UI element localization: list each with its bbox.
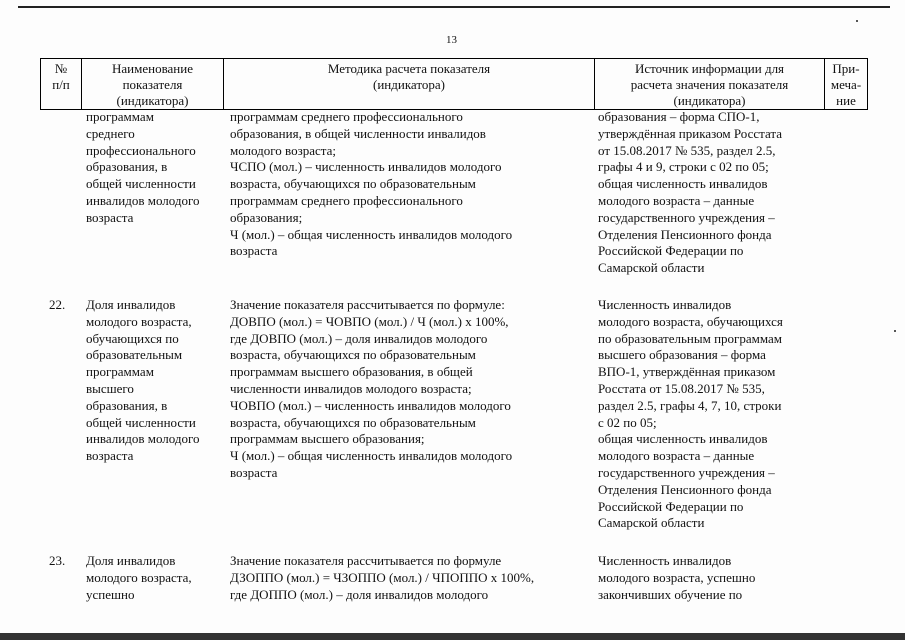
header-source <box>595 61 824 109</box>
row-22-number: 22. <box>49 297 66 312</box>
row-continued-method: программам среднего профессионального образования, в общей численности инвалидов молодого возраста; ЧСПО (мол.) – численность инвалидов молодого возраста, обучающихся по образовательным программам среднего профессионального образования; Ч (мол.) – общая численность инвалидов молодого возраста <box>230 109 513 259</box>
row-23-source: Численность инвалидов молодого возраста, успешно закончивших обучение по <box>598 553 756 602</box>
header-indicator-name <box>82 61 223 109</box>
row-22-name: Доля инвалидов молодого возраста, обучающихся по образовательным программам высшего образования, в общей численности инвалидов молодого возраста <box>86 297 200 464</box>
header-number <box>41 61 81 93</box>
header-note-text: При- меча- ние <box>830 61 862 108</box>
scan-speck <box>856 20 858 22</box>
row-23-name: Доля инвалидов молодого возраста, успешно <box>86 553 192 602</box>
header-method <box>224 61 594 93</box>
row-22-source: Численность инвалидов молодого возраста, обучающихся по образовательным программам высшего образования – форма ВПО-1, утверждённая приказом Росстата от 15.08.2017 № 535, раздел 2.5, графы 4, 7, 10, строки с 02 по 05; общая численность инвалидов молодого возраста – данные государственного учреждения – Отделения Пенсионного фонда Российской Федерации по Самарской области <box>598 297 783 531</box>
table-header <box>40 58 868 110</box>
header-source-text: Источник информации для расчета значения показателя (индикатора) <box>630 61 789 108</box>
header-note <box>825 61 867 109</box>
row-22-method: Значение показателя рассчитывается по формуле: ДОВПО (мол.) = ЧОВПО (мол.) / Ч (мол.) х 100%, где ДОВПО (мол.) – доля инвалидов молодого возраста, обучающихся по образовательным программам высшего образования, в общей численности инвалидов молодого возраста; ЧОВПО (мол.) – численность инвалидов молодого возраста, обучающихся по образовательным программам высшего образования; Ч (мол.) – общая численность инвалидов молодого возраста <box>230 297 513 480</box>
page-number: 13 <box>446 34 457 46</box>
scan-speck <box>894 330 896 332</box>
header-indicator-name-text: Наименование показателя (индикатора) <box>112 61 193 108</box>
row-23-method: Значение показателя рассчитывается по формуле ДЗОППО (мол.) = ЧЗОППО (мол.) / ЧПОППО х 100%, где ДОППО (мол.) – доля инвалидов молодого <box>230 553 535 602</box>
top-border-line <box>18 6 890 8</box>
row-23-number: 23. <box>49 553 66 568</box>
header-number-text: № п/п <box>52 61 70 92</box>
scan-bottom-edge <box>0 633 905 640</box>
row-continued-name: программам среднего профессионального образования, в общей численности инвалидов молодого возраста <box>86 109 200 225</box>
header-method-text: Методика расчета показателя (индикатора) <box>327 61 491 92</box>
row-continued-source: образования – форма СПО-1, утверждённая приказом Росстата от 15.08.2017 № 535, раздел 2.5, графы 4 и 9, строки с 02 по 05; общая численность инвалидов молодого возраста – данные государственного учреждения – Отделения Пенсионного фонда Российской Федерации по Самарской области <box>598 109 783 276</box>
